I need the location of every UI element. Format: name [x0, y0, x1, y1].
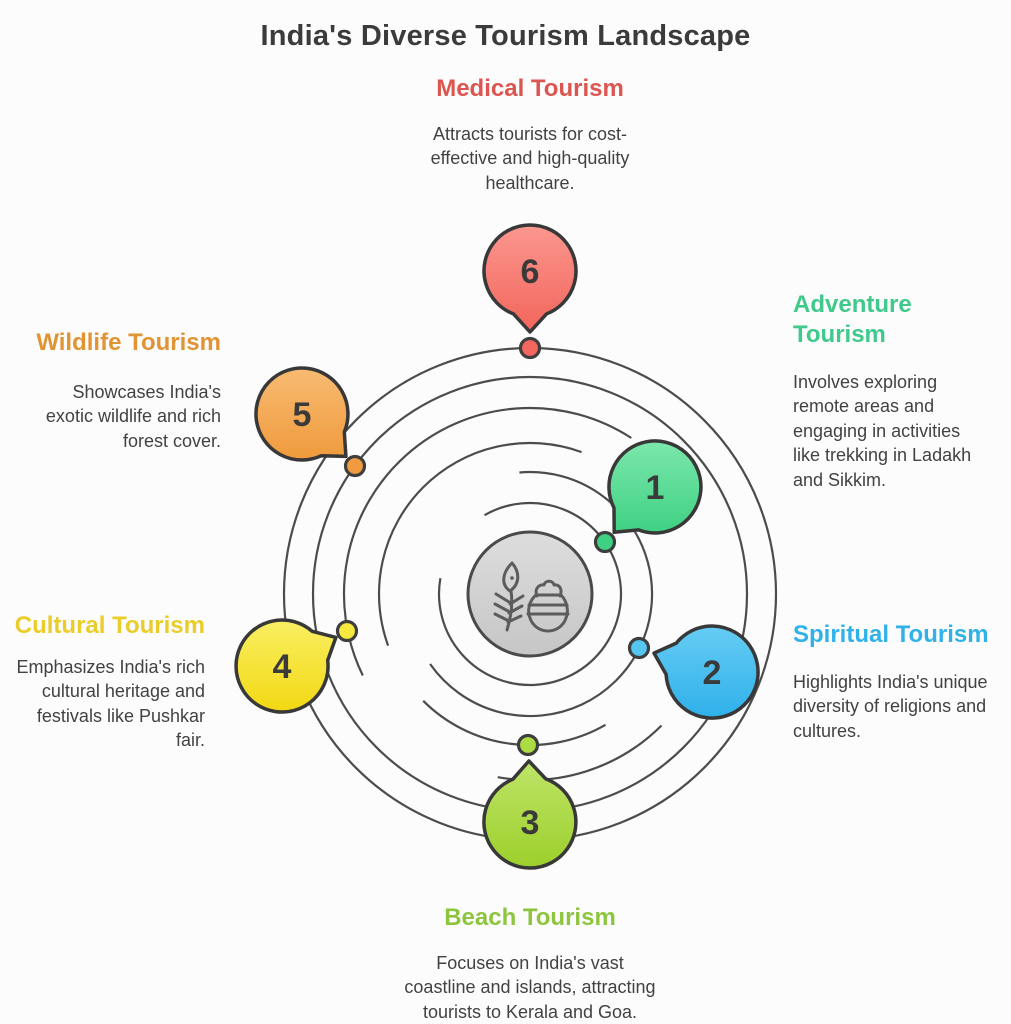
section-wildlife-tourism: [36, 328, 221, 453]
section-medical-tourism: [400, 74, 660, 195]
marker-dot-6: [521, 339, 540, 358]
balloon-number-5: 5: [292, 396, 312, 434]
section-description: Showcases India's exotic wildlife and rich forest cover.: [45, 382, 221, 451]
section-spiritual-tourism: [793, 620, 1011, 743]
section-title: Beach Tourism: [444, 904, 616, 931]
section-title: Cultural Tourism: [14, 612, 205, 639]
balloon-number-6: 6: [520, 253, 540, 291]
section-description: Highlights India's unique diversity of religions and cultures.: [793, 672, 988, 741]
balloon-number-4: 4: [272, 648, 292, 686]
section-description: Emphasizes India's rich cultural heritage and festivals like Pushkar fair.: [16, 657, 205, 751]
section-description: Involves exploring remote areas and engaging in activities like trekking in Ladakh and Sikkim.: [793, 372, 972, 490]
marker-dot-5: [346, 457, 365, 476]
section-beach-tourism: [375, 903, 685, 1024]
page-title: India's Diverse Tourism Landscape: [260, 20, 751, 53]
balloon-number-1: 1: [645, 469, 665, 507]
section-adventure-tourism: [793, 290, 981, 492]
center-emblem: [468, 532, 592, 656]
section-description: Attracts tourists for cost-effective and high-quality healthcare.: [430, 124, 630, 193]
balloon-number-3: 3: [520, 804, 540, 842]
marker-dot-3: [519, 736, 538, 755]
section-cultural-tourism: [10, 611, 205, 753]
marker-dot-1: [596, 533, 615, 552]
section-title: Adventure Tourism: [793, 291, 912, 348]
balloon-number-2: 2: [702, 654, 722, 692]
section-description: Focuses on India's vast coastline and islands, attracting tourists to Kerala and Goa.: [404, 953, 656, 1022]
center-circle: [468, 532, 592, 656]
section-title: Spiritual Tourism: [793, 621, 989, 648]
section-title: Wildlife Tourism: [36, 329, 221, 356]
marker-dot-2: [630, 639, 649, 658]
ring-arc: [423, 701, 605, 745]
marker-dot-4: [338, 622, 357, 641]
section-title: Medical Tourism: [436, 75, 624, 102]
